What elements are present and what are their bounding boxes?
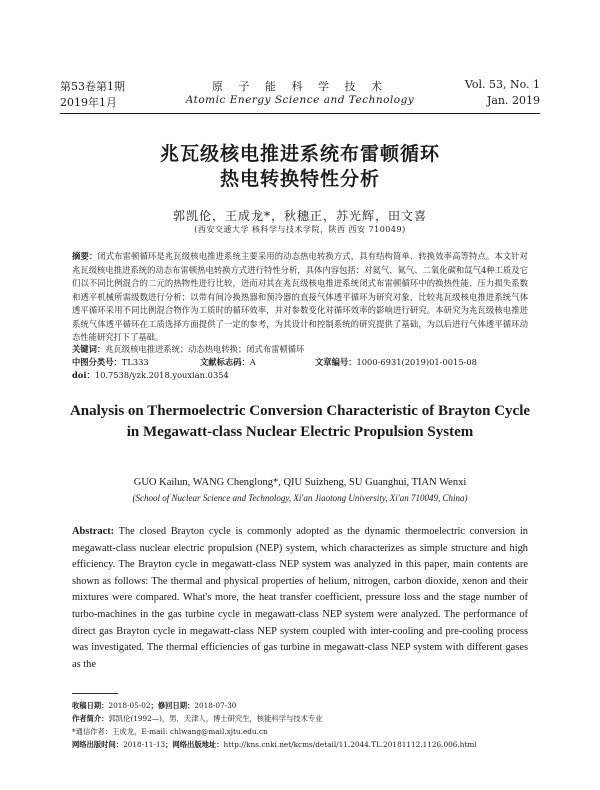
classification-row [72,356,528,368]
online-date: 2018-11-13 [123,740,166,749]
english-affiliation: (School of Nuclear Science and Technology, Xi'an Jiaotong University, Xi'an 710049, China) [132,493,468,503]
footnote-author [72,713,540,725]
doi-row [72,369,528,381]
author-bio: 郭凯伦(1992—)，男，天津人，博士研究生，核能科学与技术专业 [108,714,323,723]
keywords-text: 兆瓦级核电推进系统；动态热电转换；闭式布雷顿循环 [105,344,305,354]
publication-month: Jan. 2019 [486,94,540,107]
article-id-field [315,356,477,368]
chinese-abstract [72,250,528,345]
author-bio-label: 作者简介： [72,714,109,723]
chinese-keywords [72,343,528,355]
corresponding-author: 王成龙，E-mail: chlwang@mail.xjtu.edu.cn [112,727,268,736]
journal-name-zh: 原 子 能 科 学 技 术 [212,80,388,93]
chinese-abstract-label: 摘要： [72,251,98,261]
running-header [60,78,540,112]
footnote-corresponding [72,726,540,738]
clc-value: TL333 [121,357,149,367]
volume-label: Vol. 53, No. 1 [464,78,540,91]
clc-label: 中图分类号： [72,357,122,367]
keywords-label: 关键词： [72,344,106,354]
journal-name-en: Atomic Energy Science and Technology [185,94,415,106]
online-label: 网络出版时间： [72,740,124,749]
doc-code-label: 文献标志码： [200,357,250,367]
english-title-line-2: in Megawatt-class Nuclear Electric Propulsion System [126,424,474,440]
online-url: http://kns.cnki.net/kcms/detail/11.2044.TL.20181112.1126.006.html [223,740,477,749]
issue-label: 第53卷第1期 [60,80,125,93]
english-abstract [72,524,528,673]
chinese-authors: 郭凯伦，王成龙*，秋穗正，苏光辉，田文喜 [172,209,427,223]
revised-label: ；修回日期： [150,701,195,710]
english-abstract-label: Abstract: [72,526,115,537]
english-authors: GUO Kailun, WANG Chenglong*, QIU Suizheng, SU Guanghui, TIAN Wenxi [133,477,467,488]
received-label: 收稿日期： [72,701,109,710]
received-date: 2018-05-02 [108,701,151,710]
english-title [60,401,540,443]
doc-code-value: A [249,357,256,367]
header-divider [60,113,540,114]
doi-label: doi： [72,370,95,380]
doi-value: 10.7538/yzk.2018.youxian.0354 [94,370,229,380]
footnote-online [72,739,540,751]
chinese-title [60,142,540,192]
publication-date: 2019年1月 [60,96,117,109]
footnote-divider [72,693,118,694]
clc-field [72,356,200,368]
chinese-affiliation: (西安交通大学 核科学与技术学院，陕西 西安 710049) [194,225,406,234]
article-id-label: 文章编号： [315,357,357,367]
online-url-label: ；网络出版地址： [165,740,224,749]
chinese-abstract-text: 闭式布雷顿循环是兆瓦级核电推进系统主要采用的动态热电转换方式，具有结构简单、转换效率高等特点。本文针对兆瓦级核电推进系统的动态布雷顿热电转换方式进行特性分析，具体内容包括：对氦气、氮气、二氧化碳和氙气4种工质及它们以不同比例混合的二元的热物性进行比较，进而对其在兆瓦级核电推进系统闭式布雷顿循环中的换热性能、压力损失系数和透平机械所需级数进行分析；以带有间冷换热器和预冷器的直接气体透平循环为研究对象，比较兆瓦级核电推进系统气体透平循环采用不同比例混合物作为工质时的循环效率，并对参数变化对循环效率的影响进行研究。本研究为兆瓦级核电推进系统气体透平循环在工质选择方面提供了一定的参考，为其设计和控制系统的研究提供了基础，为以后进行气体透平循环动态性能研究打下了基础。 [72,251,528,342]
chinese-title-line-2: 热电转换特性分析 [219,168,380,190]
article-id-value: 1000-6931(2019)01-0015-08 [356,357,477,367]
corresponding-label: *通信作者： [72,727,113,736]
footnote-dates [72,700,540,712]
revised-date: 2018-07-30 [194,701,237,710]
doc-code-field [200,356,315,368]
english-abstract-text: The closed Brayton cycle is commonly adopted as the dynamic thermoelectric conversion in megawatt-class nuclear electric propulsion (NEP) system, which characterizes as simple structure and high efficiency. The Brayton cycle in megawatt-class NEP system was analyzed in this paper, main contents are shown as follows: The thermal and physical properties of helium, nitrogen, carbon dioxide, xenon and their mixtures were compared. What's more, the heat transfer coefficient, pressure loss and the stage number of turbo-machines in the gas turbine cycle in megawatt-class NEP system were analyzed. The performance of direct gas Brayton cycle in megawatt-class NEP system coupled with inter-cooling and pre-cooling process was investigated. The thermal efficiencies of gas turbine in megawatt-class NEP system with different gases as the [72,526,528,670]
english-title-line-1: Analysis on Thermoelectric Conversion Characteristic of Brayton Cycle [69,403,531,419]
chinese-title-line-1: 兆瓦级核电推进系统布雷顿循环 [159,143,440,165]
